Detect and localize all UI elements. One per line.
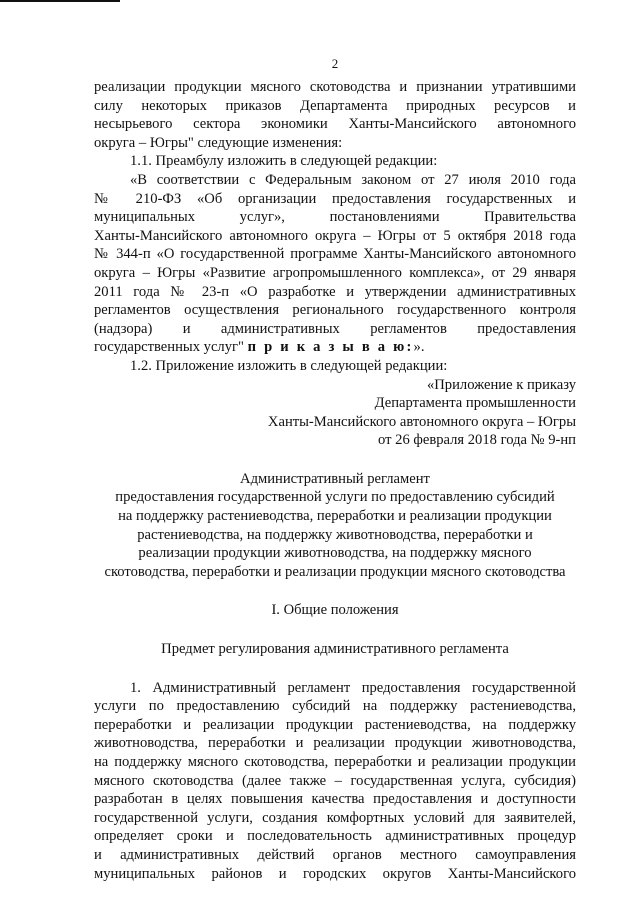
text-line bbox=[94, 338, 576, 357]
item-1-2: 1.2. Приложение изложить в следующей редакции: bbox=[130, 357, 448, 374]
text-line: Ханты-Мансийского автономного округа – Югры от 5 октября 2018 года bbox=[94, 227, 576, 244]
preamble-last-start: государственных услуг" bbox=[94, 339, 248, 356]
order-word: п р и к а з ы в а ю: bbox=[247, 339, 414, 356]
section-title: I. Общие положения bbox=[271, 602, 399, 619]
text-line: «В соответствии с Федеральным законом от 27 июля 2010 года bbox=[130, 171, 576, 188]
item-1-1: 1.1. Преамбулу изложить в следующей редакции: bbox=[130, 153, 438, 170]
title-line: реализации продукции животноводства, на поддержку мясного bbox=[138, 545, 532, 562]
paragraph-1 bbox=[94, 679, 576, 884]
text-line: муниципальных услуг», постановлениями Правительства bbox=[94, 209, 576, 226]
text-line: № 210-ФЗ «Об организации предоставления государственных и bbox=[94, 190, 576, 207]
text-line: муниципальных районов и городских округов Ханты-Мансийского bbox=[94, 865, 576, 882]
text-line: определяет сроки и последовательность административных процедур bbox=[94, 828, 576, 845]
page-number: 2 bbox=[331, 56, 339, 71]
text-line: мясного скотоводства (далее также – государственная услуга, субсидия) bbox=[94, 772, 576, 789]
appendix-line: от 26 февраля 2018 года № 9-нп bbox=[378, 432, 576, 449]
text-line: 2011 года № 23-п «О разработке и утверждении административных bbox=[94, 283, 576, 300]
title-line: растениеводства, на поддержку животноводства, переработки и bbox=[137, 526, 533, 543]
appendix-header bbox=[94, 376, 576, 450]
text-line: реализации продукции мясного скотоводства и признании утратившими bbox=[94, 79, 576, 95]
text-line: разработан в целях повышения качества предоставления и доступности bbox=[94, 791, 576, 808]
regulation-title bbox=[94, 470, 576, 582]
regulation-heading: Административный регламент bbox=[240, 470, 430, 487]
text-line: услуги по предоставлению субсидий на поддержку растениеводства, bbox=[94, 698, 576, 715]
preamble-paragraph bbox=[94, 171, 576, 357]
appendix-line: «Приложение к приказу bbox=[426, 376, 576, 393]
text-line: на поддержку мясного скотоводства, переработки и реализации продукции bbox=[94, 754, 576, 770]
text-line: (надзора) и административных регламентов предоставления bbox=[94, 320, 576, 337]
text-line: и административных действий органов местного самоуправления bbox=[94, 846, 576, 863]
document-page bbox=[94, 56, 576, 883]
text-line: округа – Югры" следующие изменения: bbox=[94, 134, 343, 151]
appendix-line: Ханты-Мансийского автономного округа – Югры bbox=[267, 413, 576, 430]
appendix-line: Департамента промышленности bbox=[374, 395, 576, 412]
text-line: государственной услуги, создания комфортных условий для заявителей, bbox=[94, 809, 576, 826]
title-line: скотоводства, переработки и реализации продукции мясного скотоводства bbox=[104, 563, 566, 580]
title-line: на поддержку растениеводства, переработки и реализации продукции bbox=[118, 508, 552, 525]
text-line: № 344-п «О государственной программе Ханты-Мансийского автономного bbox=[94, 246, 576, 263]
subsection-title: Предмет регулирования административного регламента bbox=[161, 641, 509, 658]
title-line: предоставления государственной услуги по предоставлению субсидий bbox=[115, 489, 555, 506]
intro-paragraph bbox=[94, 78, 576, 152]
text-line: животноводства, переработки и реализации продукции животноводства, bbox=[94, 735, 576, 752]
text-line: 1. Административный регламент предоставления государственной bbox=[130, 679, 576, 696]
text-line: округа – Югры «Развитие агропромышленного комплекса», от 29 января bbox=[94, 264, 576, 281]
preamble-last-end: ». bbox=[413, 339, 425, 356]
text-line: несырьевого сектора экономики Ханты-Мансийского автономного bbox=[94, 116, 576, 133]
scan-edge-rule bbox=[0, 0, 120, 2]
text-line: силу некоторых приказов Департамента природных ресурсов и bbox=[94, 97, 576, 114]
text-line: переработки и реализации продукции растениеводства, на поддержку bbox=[94, 716, 576, 733]
text-line: регламентов осуществления регионального государственного контроля bbox=[94, 302, 576, 319]
